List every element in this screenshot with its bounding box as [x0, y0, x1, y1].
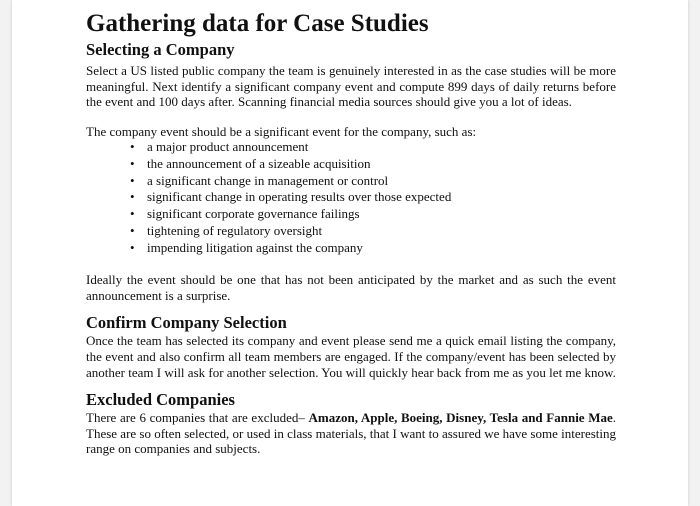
list-item: • a significant change in management or control: [130, 172, 389, 188]
document-title: Gathering data for Case Studies: [86, 10, 429, 37]
bullet-icon: •: [130, 172, 135, 188]
section-heading-selecting: Selecting a Company: [86, 40, 235, 59]
section-heading-confirm: Confirm Company Selection: [86, 313, 287, 333]
section-heading-excluded: Excluded Companies: [86, 390, 235, 410]
bullet-icon: •: [130, 239, 135, 255]
document-content: [86, 8, 616, 457]
bullet-icon: •: [130, 189, 135, 205]
list-item: • impending litigation against the company: [130, 239, 363, 255]
bullet-icon: •: [130, 222, 135, 238]
list-item: • a major product announcement: [130, 139, 309, 155]
bullet-icon: •: [130, 139, 135, 155]
list-item: • tightening of regulatory oversight: [130, 222, 323, 238]
list-item: • significant change in operating results over those expected: [130, 189, 452, 205]
document-page: [12, 0, 688, 506]
list-item: • significant corporate governance failings: [130, 206, 360, 222]
event-type-list: [86, 139, 616, 256]
list-item: • the announcement of a sizeable acquisition: [130, 156, 371, 172]
paragraph-event-types: The company event should be a significant event for the company, such as:: [86, 123, 477, 139]
excluded-company-names: Amazon, Apple, Boeing, Disney, Tesla and Fannie Mae: [308, 410, 613, 426]
bullet-icon: •: [130, 156, 135, 172]
paragraph-surprise: Ideally the event should be one that has not been anticipated by the market and as such the event announcement is a surprise.: [86, 272, 616, 303]
paragraph-excluded: There are 6 companies that are excluded– Amazon, Apple, Boeing, Disney, Tesla and Fannie Mae. These are so often selected, or used in class materials, that I want to assured we have some interesting range on companies and subjects.: [86, 410, 617, 457]
bullet-icon: •: [130, 206, 135, 222]
paragraph-selecting-intro: Select a US listed public company the team is genuinely interested in as the case studies will be more meaningful. Next identify a significant company event and compute 899 days of daily returns before the event and 100 days after. Scanning financial media sources should give you a lot of ideas.: [86, 63, 616, 110]
paragraph-confirm: Once the team has selected its company and event please send me a quick email listing the company, the event and also confirm all team members are engaged. If the company/event has been selected by another team I will ask for another selection. You will quickly hear back from me as you let me know.: [86, 333, 616, 380]
